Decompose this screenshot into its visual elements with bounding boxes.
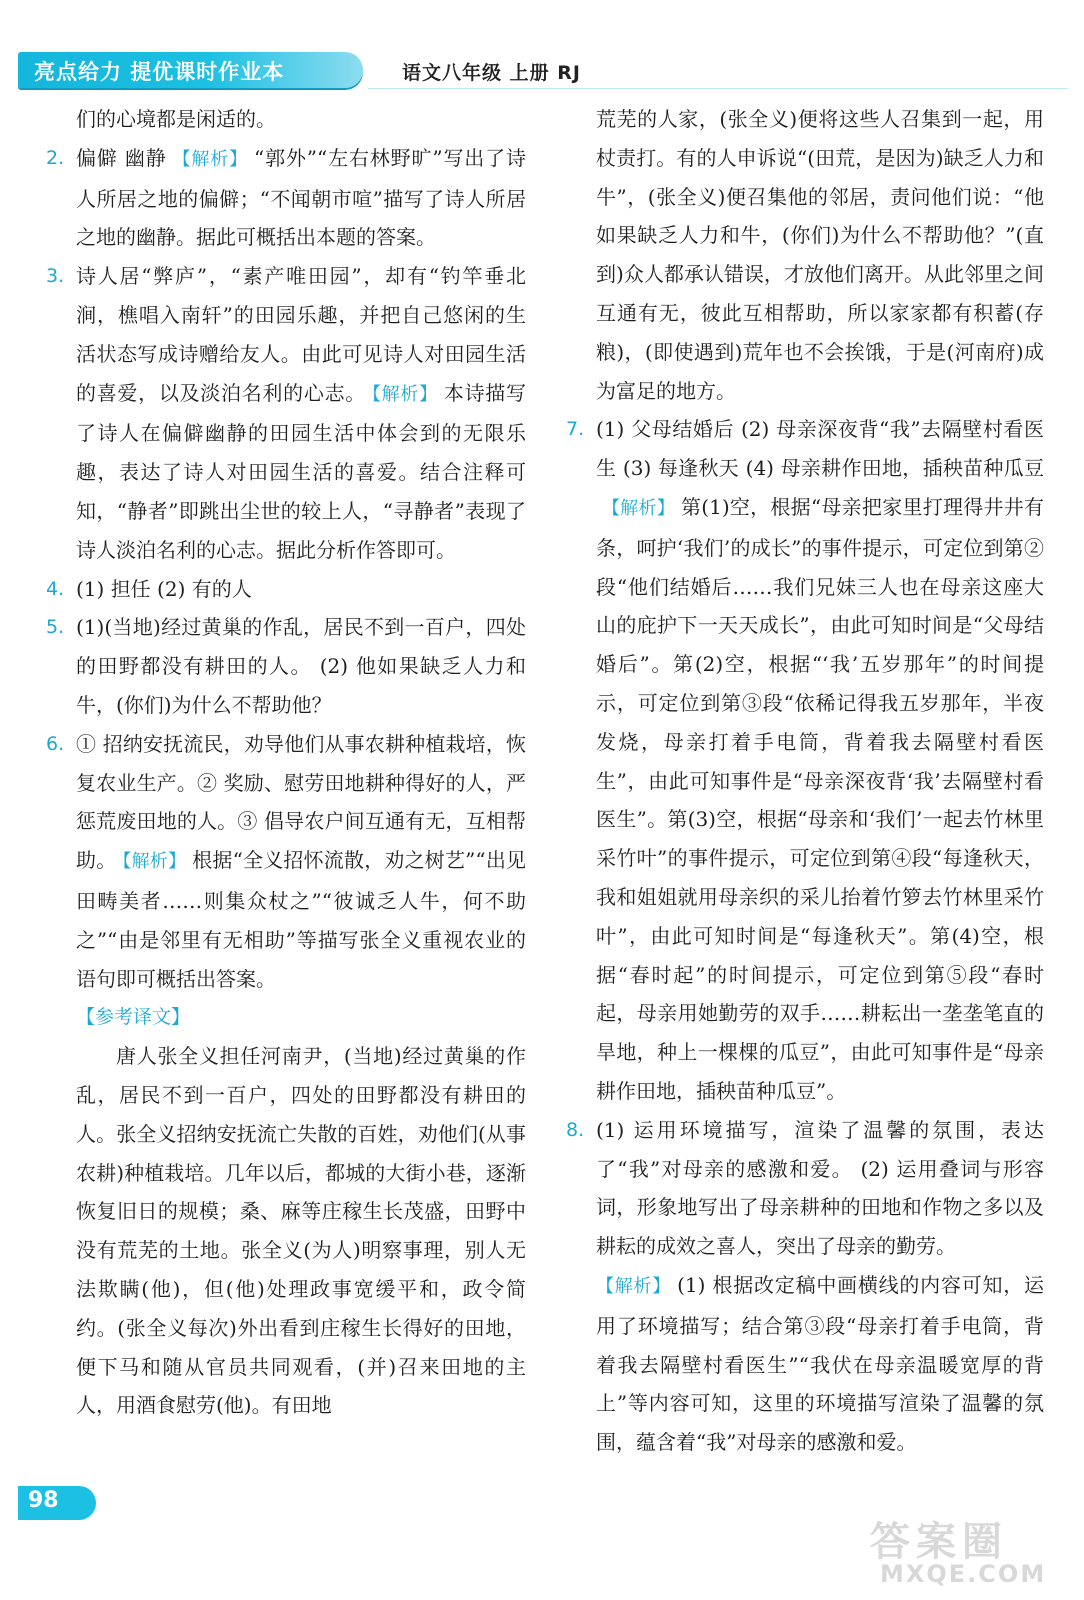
watermark-logo bbox=[850, 1510, 1060, 1590]
book-brand: 亮点给力 提优课时作业本 bbox=[34, 60, 285, 84]
translation-title: 【参考译文】 bbox=[76, 1006, 191, 1029]
subject-label: 语文八年级 上册 RJ bbox=[402, 62, 581, 84]
analysis-tag: 【解析】 bbox=[602, 497, 676, 519]
analysis-tag: 【解析】 bbox=[172, 148, 249, 170]
watermark-url: MXQE.COM bbox=[880, 1560, 1047, 1588]
analysis-text: 根据“全义招怀流散，劝之树艺”“出见田畴美者……则集众杖之”“彼诚乏人牛，何不助之”“由是邻里有无相助”等描写张全义重视农业的语句即可概括出答案。 bbox=[76, 848, 527, 991]
translation-continued: 荒芜的人家，(张全义)便将这些人召集到一起，用杖责打。有的人申诉说“(田荒，是因为)缺乏人力和牛”，(张全义)便召集他的邻居，责问他们说：“他如果缺乏人力和牛，(你们)为什么不帮助他？”(直到)众人都承认错误，才放他们离开。从此邻里之间互通有无，彼此互相帮助，所以家家都有积蓄(存粮)，(即使遇到)荒年也不会挨饿，于是(河南府)成为富足的地方。 bbox=[596, 107, 1044, 403]
answer: (1) 父母结婚后 (2) 母亲深夜背“我”去隔壁村看医生 (3) 每逢秋天 (4) 母亲耕作田地，插秧苗种瓜豆 bbox=[596, 417, 1044, 481]
analysis-tag: 【解析】 bbox=[122, 851, 187, 873]
item-number: 3. bbox=[46, 265, 65, 288]
item-number: 8. bbox=[566, 1118, 585, 1141]
answer: 偏僻 幽静 bbox=[76, 145, 167, 170]
answer-text bbox=[596, 1266, 1044, 1462]
answer: 诗人居“弊庐”，“素产唯田园”，却有“钓竿垂北涧，樵唱入南轩”的田园乐趣，并把自己悠闲的生活状态写成诗赠给友人。由此可见诗人对田园生活的喜爱，以及淡泊名利的心志。 bbox=[76, 264, 526, 405]
answer: (1) 运用环境描写，渲染了温馨的氛围，表达了“我”对母亲的感激和爱。 (2) 运用叠词与形容词，形象地写出了母亲耕种的田地和作物之多以及耕耘的成效之喜人，突出了母亲的勤劳。 bbox=[596, 1117, 1044, 1259]
item-number: 7. bbox=[566, 418, 585, 441]
item-number: 2. bbox=[46, 146, 65, 169]
translation-text: 唐人张全义担任河南尹，(当地)经过黄巢的作乱，居民不到一百户，四处的田野都没有耕田的人。张全义招纳安抚流亡失散的百姓，劝他们(从事农耕)种植栽培。几年以后，都城的大街小巷，逐渐恢复旧日的规模；桑、麻等庄稼生长茂盛，田野中没有荒芜的土地。张全义(为人)明察事理，别人无法欺瞒(他)，但(他)处理政事宽缓平和，政令简约。(张全义每次)外出看到庄稼生长得好的田地，便下马和随从官员共同观看，(并)召来田地的主人，用酒食慰劳(他)。有田地 bbox=[76, 1044, 526, 1418]
answer: (1) 担任 (2) 有的人 bbox=[76, 576, 252, 601]
analysis-text: 第(1)空，根据“母亲把家里打理得井井有条，呵护‘我们’的成长”的事件提示，可定位到第②段“他们结婚后……我们兄妹三人也在母亲这座大山的庇护下一天天成长”，由此可知时间是“父母结婚后”。第(2)空，根据“‘我’五岁那年”的时间提示，可定位到第③段“依稀记得我五岁那年，半夜发烧，母亲打着手电筒，背着我去隔壁村看医生”，由此可知事件是“母亲深夜背‘我’去隔壁村看医生”。第(3)空，根据“母亲和‘我们’一起去竹林里采竹叶”的事件提示，可定位到第④段“每逢秋天，我和姐姐就用母亲织的采儿抬着竹箩去竹林里采竹叶”，由此可知时间是“每逢秋天”。第(4)空，根据“春时起”的时间提示，可定位到第⑤段“春时起，母亲用她勤劳的双手……耕耘出一垄垄笔直的旱地，种上一棵棵的瓜豆”，由此可知事件是“母亲耕作田地，插秧苗种瓜豆”。 bbox=[596, 494, 1045, 1103]
continued-text: 们的心境都是闲适的。 bbox=[76, 107, 276, 131]
analysis-text: “郭外”“左右林野旷”写出了诗人所居之地的偏僻；“不闻朝市喧”描写了诗人所居之地的幽静。据此可概括出本题的答案。 bbox=[76, 145, 526, 250]
analysis-tag: 【解析】 bbox=[372, 383, 438, 405]
right-column bbox=[566, 100, 1044, 1462]
answer-item-4 bbox=[46, 570, 526, 609]
answer: ① 招纳安抚流民，劝导他们从事农耕种植栽培，恢复农业生产。② 奖励、慰劳田地耕种得好的人，严惩荒废田地的人。③ 倡导农户间互通有无，互相帮助。 bbox=[76, 731, 526, 873]
analysis-text: 本诗描写了诗人在偏僻幽静的田园生活中体会到的无限乐趣，表达了诗人对田园生活的喜爱。结合注释可知，“静者”即跳出尘世的较上人，“寻静者”表现了诗人淡泊名利的心志。据此分析作答即可。 bbox=[76, 380, 527, 562]
analysis-text: (1) 根据改定稿中画横线的内容可知，运用了环境描写；结合第③段“母亲打着手电筒，背着我去隔壁村看医生”“我伏在母亲温暖宽厚的背上”等内容可知，这里的环境描写渲染了温馨的氛围，蕴含着“我”对母亲的感激和爱。 bbox=[596, 1272, 1044, 1455]
answer-item-5 bbox=[46, 608, 526, 724]
answer-text bbox=[596, 410, 1044, 1110]
page-number-tab bbox=[18, 1486, 96, 1520]
answer-item-2 bbox=[46, 139, 526, 257]
item-number: 5. bbox=[46, 616, 65, 639]
answer-item-8 bbox=[566, 1111, 1044, 1462]
answer-item-7 bbox=[566, 410, 1044, 1110]
left-column bbox=[46, 100, 526, 1425]
page-number: 98 bbox=[28, 1488, 59, 1513]
analysis-tag: 【解析】 bbox=[596, 1275, 672, 1297]
answer-text bbox=[76, 139, 526, 257]
answer-text bbox=[76, 725, 526, 999]
answer: (1)(当地)经过黄巢的作乱，居民不到一百户，四处的田野都没有耕田的人。 (2) 他如果缺乏人力和牛，(你们)为什么不帮助他？ bbox=[76, 615, 526, 717]
answer-item-6 bbox=[46, 725, 526, 999]
item-number: 4. bbox=[46, 577, 65, 600]
watermark-title: 答案圈 bbox=[870, 1519, 1008, 1565]
answer-item-3 bbox=[46, 257, 526, 569]
header-divider bbox=[368, 88, 1068, 89]
page-header bbox=[18, 52, 1068, 90]
answer-text bbox=[76, 257, 526, 569]
header-banner bbox=[18, 52, 363, 88]
item-number: 6. bbox=[46, 732, 65, 755]
